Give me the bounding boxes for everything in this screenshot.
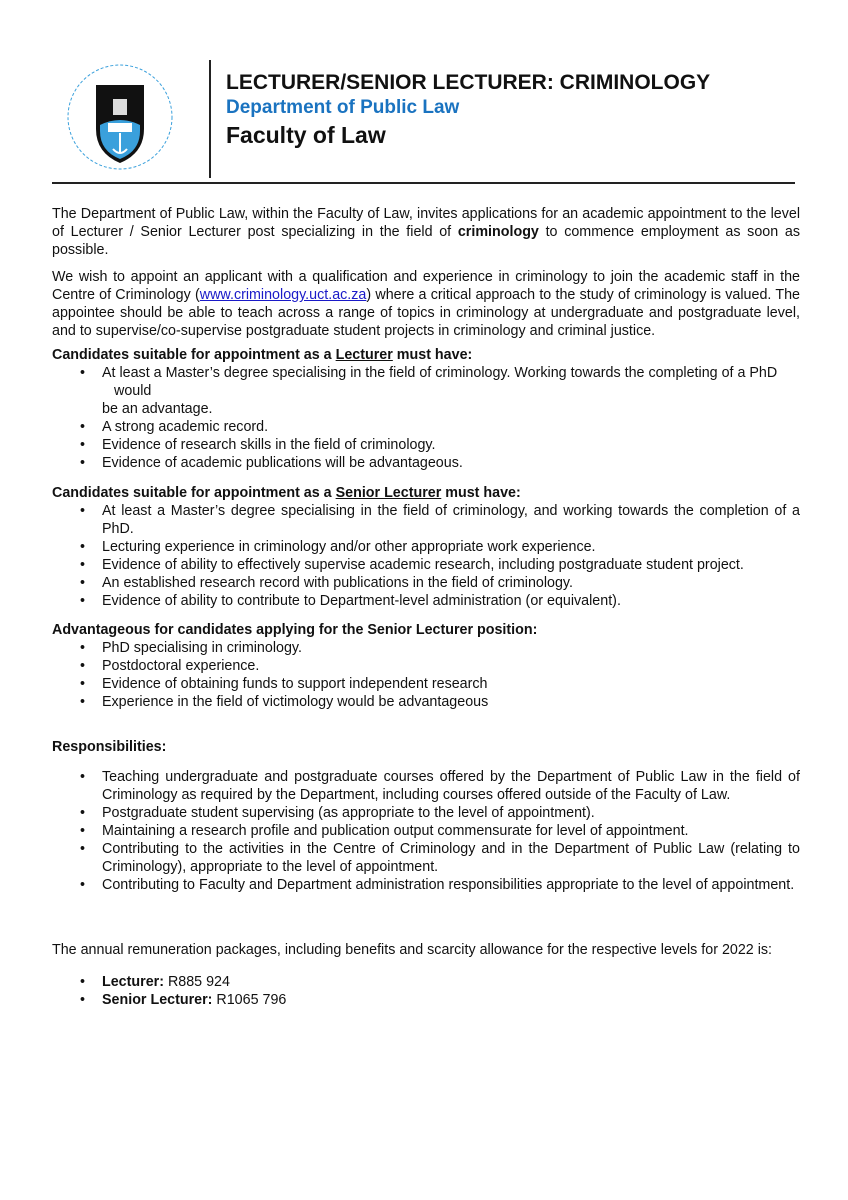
header-divider-vertical <box>209 60 211 178</box>
list-item: • At least a Master’s degree specialising in the field of criminology. Working towards the completing of a PhD would <box>52 364 800 400</box>
senior-heading: Candidates suitable for appointment as a Senior Lecturer must have: <box>52 485 521 501</box>
list-item: • Maintaining a research profile and publication output commensurate for level of appointment. <box>52 822 800 840</box>
header-divider <box>52 182 795 184</box>
list-item: • Evidence of obtaining funds to support independent research <box>52 675 800 693</box>
list-item: • Evidence of ability to effectively supervise academic research, including postgraduate student project. <box>52 556 800 574</box>
list-item: • Contributing to Faculty and Department administration responsibilities appropriate to the level of appointment. <box>52 876 800 894</box>
list-item: • Evidence of ability to contribute to Department-level administration (or equivalent). <box>52 592 800 610</box>
list-item: • Evidence of academic publications will be advantageous. <box>52 454 800 472</box>
list-item: • Contributing to the activities in the Centre of Criminology and in the Department of Public Law (relating to Criminology), appropriate to the level of appointment. <box>52 840 800 876</box>
list-item: • Postdoctoral experience. <box>52 657 800 675</box>
list-item-continuation: be an advantage. <box>102 401 213 417</box>
list-item: • Teaching undergraduate and postgraduate courses offered by the Department of Public Law in the field of Criminology as required by the Department, including courses offered outside of the Faculty of Law. <box>52 768 800 804</box>
faculty: Faculty of Law <box>226 122 386 148</box>
list-item: • At least a Master’s degree specialising in the field of criminology, and working towards the completion of a PhD. <box>52 502 800 538</box>
lecturer-heading: Candidates suitable for appointment as a Lecturer must have: <box>52 347 473 363</box>
list-item: • An established research record with publications in the field of criminology. <box>52 574 800 592</box>
list-item: • Evidence of research skills in the field of criminology. <box>52 436 800 454</box>
responsibilities-heading: Responsibilities: <box>52 739 167 755</box>
advantageous-heading: Advantageous for candidates applying for the Senior Lecturer position: <box>52 622 538 638</box>
responsibilities-section <box>52 738 800 894</box>
list-item: • PhD specialising in criminology. <box>52 639 800 657</box>
intro-paragraph-1: The Department of Public Law, within the Faculty of Law, invites applications for an academic appointment to the level of Lecturer / Senior Lecturer post specializing in the field of criminology to commence employment as soon as possible. <box>52 206 800 258</box>
remuneration-section <box>52 941 800 1009</box>
list-item: • Lecturing experience in criminology and/or other appropriate work experience. <box>52 538 800 556</box>
salary-lecturer: • Lecturer: R885 924 <box>52 973 800 991</box>
list-item: • A strong academic record. <box>52 418 800 436</box>
remuneration-intro: The annual remuneration packages, including benefits and scarcity allowance for the respective levels for 2022 is: <box>52 942 773 958</box>
job-title: LECTURER/SENIOR LECTURER: CRIMINOLOGY <box>226 71 711 94</box>
intro-paragraph-2: We wish to appoint an applicant with a qualification and experience in criminology to join the academic staff in the Centre of Criminology (www.criminology.uct.ac.za) where a critical approach to the study of criminology is valued. The appointee should be able to teach across a range of topics in criminology at undergraduate and postgraduate level, and to supervise/co-supervise postgraduate student projects in criminology and criminal justice. <box>52 269 800 339</box>
advantageous-section <box>52 621 800 711</box>
criminology-link[interactable]: www.criminology.uct.ac.za <box>199 287 367 303</box>
lecturer-section <box>52 346 800 472</box>
salary-senior-lecturer: • Senior Lecturer: R1065 796 <box>52 991 800 1009</box>
department: Department of Public Law <box>226 97 460 118</box>
senior-section <box>52 484 800 610</box>
uct-logo <box>58 55 182 179</box>
list-item: • Postgraduate student supervising (as appropriate to the level of appointment). <box>52 804 800 822</box>
list-item: • Experience in the field of victimology would be advantageous <box>52 693 800 711</box>
